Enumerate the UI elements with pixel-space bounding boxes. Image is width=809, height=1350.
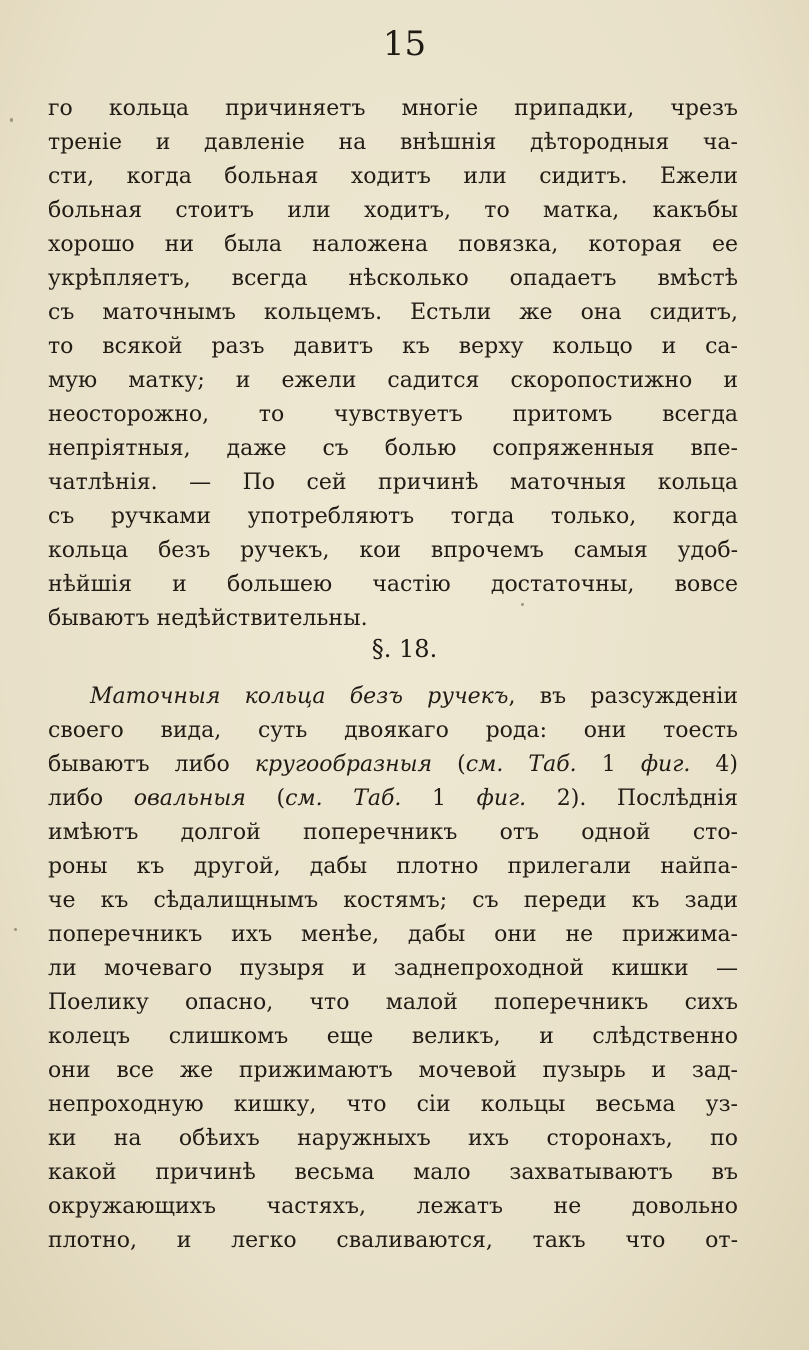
italic-term: см. Таб. <box>465 752 577 777</box>
text-run: 1 <box>401 786 477 811</box>
text-line: ли мочеваго пузыря и заднепроходной кишки — <box>48 956 738 981</box>
text-run: , въ разсужденіи <box>508 684 739 709</box>
text-line: плотно, и легко сваливаются, такъ что от- <box>48 1228 738 1253</box>
text-line <box>48 680 738 714</box>
text-line <box>48 782 738 816</box>
text-run: либо <box>48 786 134 811</box>
text-line: больная стоитъ или ходитъ, то матка, какъбы <box>48 198 738 223</box>
text-line: бываютъ недѣйствительны. <box>48 606 368 631</box>
text-line: чатлѣнія. — По сей причинѣ маточныя кольца <box>48 470 738 495</box>
text-run: 2). Послѣднія <box>526 786 739 811</box>
italic-term: овальныя <box>133 786 246 811</box>
text-line: укрѣпляетъ, всегда нѣсколько опадаетъ вмѣстѣ <box>48 266 738 291</box>
text-line: роны къ другой, дабы плотно прилегали найпа- <box>48 854 738 879</box>
text-run: 1 <box>576 752 641 777</box>
text-line: непроходную кишку, что сіи кольцы весьма уз- <box>48 1092 738 1117</box>
section-heading: §. 18. <box>371 635 438 663</box>
italic-term: фиг. <box>640 752 691 777</box>
italic-term: кругообразныя <box>254 752 433 777</box>
text-line: ки на обѣихъ наружныхъ ихъ сторонахъ, по <box>48 1126 738 1151</box>
text-line: колецъ слишкомъ еще великъ, и слѣдственно <box>48 1024 738 1049</box>
text-run: ( <box>432 752 466 777</box>
paper-speck <box>14 928 17 931</box>
text-line: они все же прижимаютъ мочевой пузырь и зад- <box>48 1058 738 1083</box>
italic-term: Маточныя кольца безъ ручекъ <box>90 684 509 709</box>
text-line: имѣютъ долгой поперечникъ отъ одной сто- <box>48 820 738 845</box>
text-line: кольца безъ ручекъ, кои впрочемъ самыя удоб- <box>48 538 738 563</box>
text-line: какой причинѣ весьма мало захватываютъ въ <box>48 1160 738 1185</box>
text-run: бываютъ либо <box>48 752 255 777</box>
text-run: ( <box>245 786 286 811</box>
italic-term: фиг. <box>476 786 527 811</box>
text-line: поперечникъ ихъ менѣе, дабы они не прижима- <box>48 922 738 947</box>
paper-speck <box>521 603 524 606</box>
paragraph-1 <box>48 92 738 636</box>
text-line: непріятныя, даже съ болью сопряженныя впе- <box>48 436 738 461</box>
page-number: 15 <box>382 24 427 64</box>
italic-term: см. Таб. <box>285 786 402 811</box>
text-line: нѣйшія и большею частію достаточны, вовсе <box>48 572 738 597</box>
text-line <box>48 748 738 782</box>
text-line: го кольца причиняетъ многіе припадки, чрезъ <box>48 96 738 121</box>
text-line: своего вида, суть двоякаго рода: они тоесть <box>48 718 738 743</box>
text-line: Поелику опасно, что малой поперечникъ сихъ <box>48 990 738 1015</box>
text-line: че къ сѣдалищнымъ костямъ; съ переди къ зади <box>48 888 738 913</box>
text-line: съ ручками употребляютъ тогда только, когда <box>48 504 738 529</box>
text-line: окружающихъ частяхъ, лежатъ не довольно <box>48 1194 738 1219</box>
text-line: то всякой разъ давитъ къ верху кольцо и са- <box>48 334 738 359</box>
text-line: съ маточнымъ кольцемъ. Естьли же она сидитъ, <box>48 300 738 325</box>
text-line: неосторожно, то чувствуетъ притомъ всегда <box>48 402 738 427</box>
text-line: хорошо ни была наложена повязка, которая ее <box>48 232 738 257</box>
text-run: 4) <box>690 752 738 777</box>
text-line: мую матку; и ежели садится скоропостижно и <box>48 368 738 393</box>
text-line: треніе и давленіе на внѣшнія дѣтородныя ча- <box>48 130 738 155</box>
paragraph-2 <box>48 680 738 1258</box>
paper-speck <box>10 118 13 122</box>
text-line: сти, когда больная ходитъ или сидитъ. Ежели <box>48 164 738 189</box>
